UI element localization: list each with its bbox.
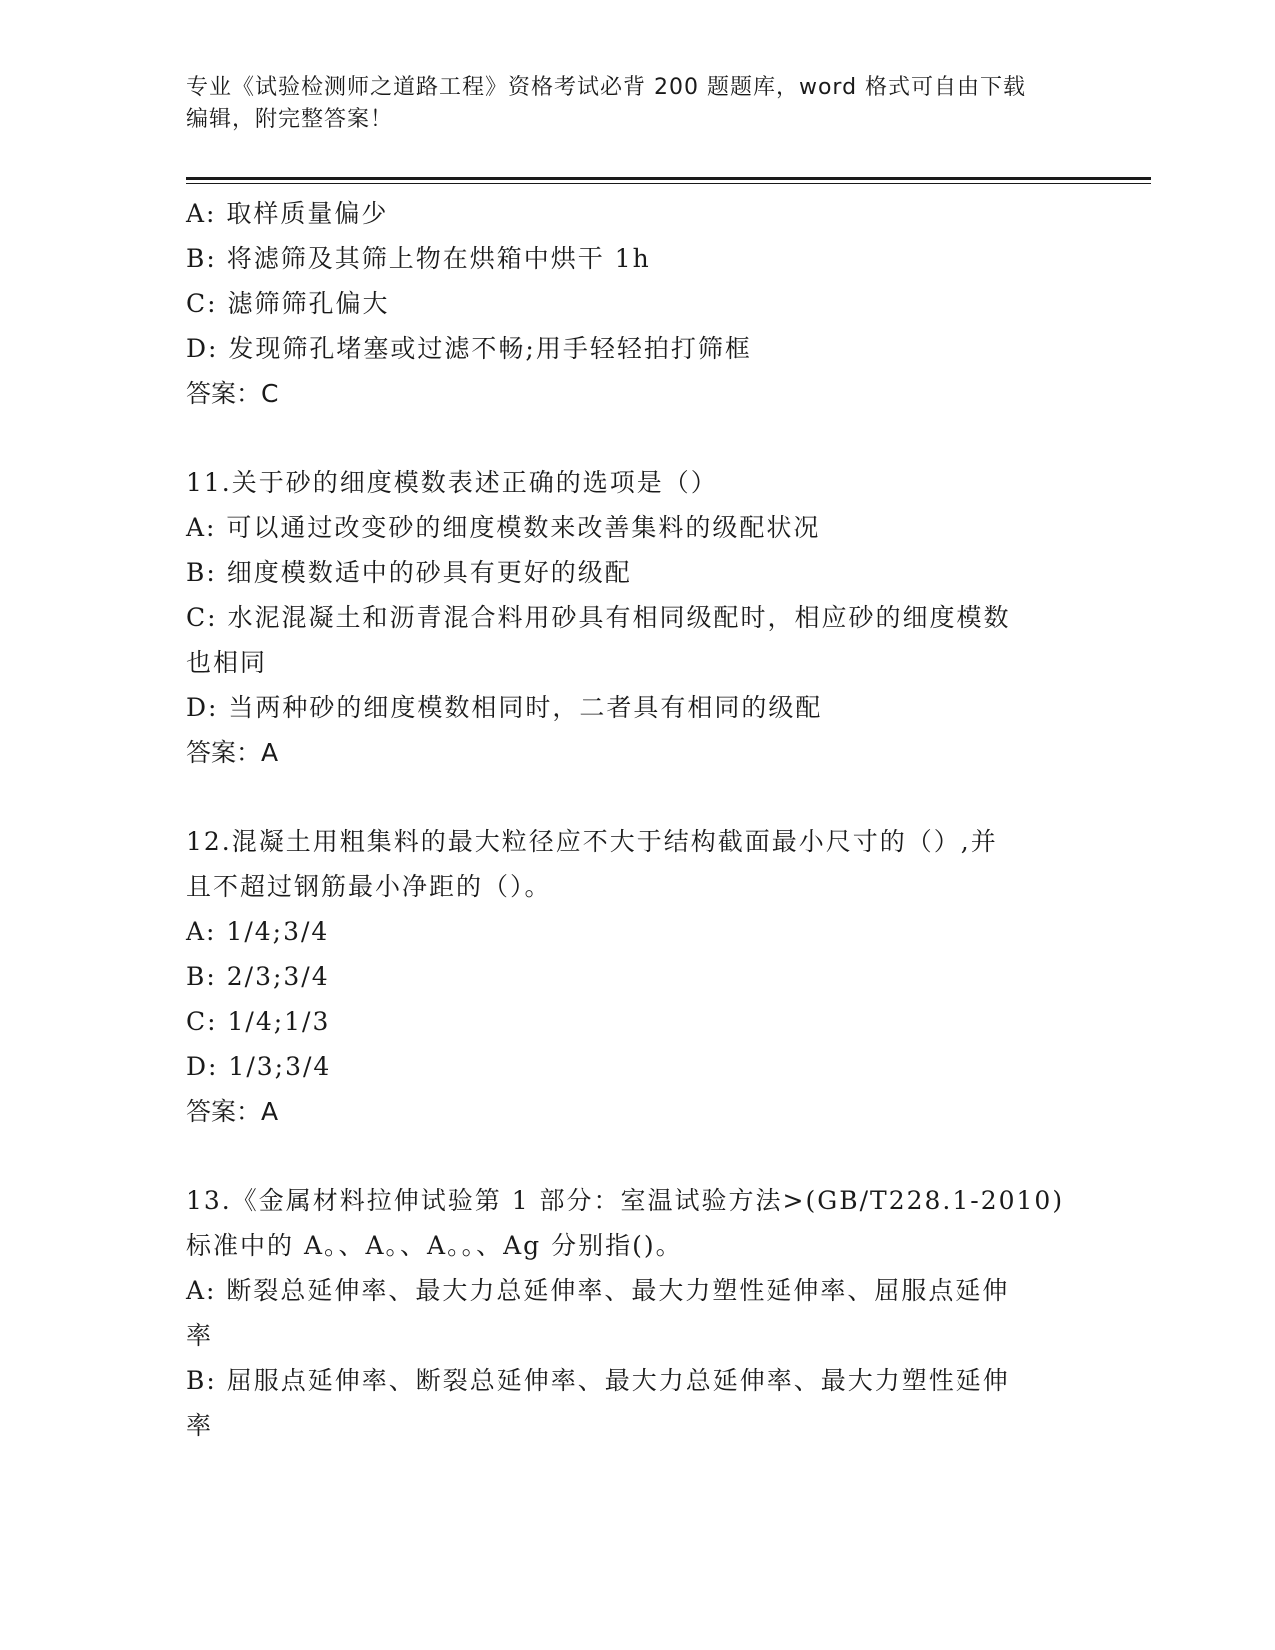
option-a: A: 取样质量偏少 (186, 199, 389, 228)
option-c-continued: 也相同 (186, 648, 268, 677)
page-header (186, 72, 1066, 136)
option-b: B: 将滤筛及其筛上物在烘箱中烘干 1h (186, 244, 651, 273)
question-12-stem-line-1: 12.混凝土用粗集料的最大粒径应不大于结构截面最小尺寸的（）,并 (186, 827, 998, 856)
option-b: B: 2/3;3/4 (186, 962, 330, 991)
question-12-answer: 答案：A (186, 1097, 279, 1126)
option-c: C: 1/4;1/3 (186, 1007, 331, 1036)
header-rule-thin (186, 183, 1151, 184)
option-d: D: 发现筛孔堵塞或过滤不畅;用手轻轻拍打筛框 (186, 334, 752, 363)
spacer (186, 416, 1076, 460)
question-content (186, 191, 1076, 1448)
question-13-options (186, 1268, 1076, 1448)
header-rule-thick (186, 177, 1151, 180)
spacer (186, 775, 1076, 819)
question-12-stem-line-2: 且不超过钢筋最小净距的（）。 (186, 872, 552, 901)
header-title-line-1: 专业《试验检测师之道路工程》资格考试必背 200 题题库，word 格式可自由下载 (186, 75, 1027, 100)
question-10-options (186, 191, 1076, 371)
option-d: D: 1/3;3/4 (186, 1052, 332, 1081)
option-a-continued: 率 (186, 1321, 214, 1350)
option-a: A: 可以通过改变砂的细度模数来改善集料的级配状况 (186, 513, 821, 542)
question-13-stem-line-1: 13.《金属材料拉伸试验第 1 部分：室温试验方法>(GB/T228.1-2010) (186, 1186, 1065, 1215)
option-d: D: 当两种砂的细度模数相同时，二者具有相同的级配 (186, 693, 823, 722)
question-12-options (186, 909, 1076, 1089)
spacer (186, 1134, 1076, 1178)
option-c: C: 滤筛筛孔偏大 (186, 289, 390, 318)
header-title-line-2: 编辑，附完整答案！ (186, 107, 394, 132)
option-b: B: 细度模数适中的砂具有更好的级配 (186, 558, 632, 587)
question-11-options (186, 505, 1076, 730)
question-11-answer: 答案：A (186, 738, 279, 767)
option-b: B: 屈服点延伸率、断裂总延伸率、最大力总延伸率、最大力塑性延伸 (186, 1366, 1010, 1395)
question-11-stem: 11.关于砂的细度模数表述正确的选项是（） (186, 468, 718, 497)
option-c: C: 水泥混凝土和沥青混合料用砂具有相同级配时，相应砂的细度模数 (186, 603, 1011, 632)
question-10-answer: 答案：C (186, 379, 279, 408)
option-a: A: 断裂总延伸率、最大力总延伸率、最大力塑性延伸率、屈服点延伸 (186, 1276, 1010, 1305)
question-13-stem-line-2: 标准中的 A。、A。、A。。、Ag 分别指()。 (186, 1231, 683, 1260)
option-a: A: 1/4;3/4 (186, 917, 330, 946)
option-b-continued: 率 (186, 1411, 214, 1440)
